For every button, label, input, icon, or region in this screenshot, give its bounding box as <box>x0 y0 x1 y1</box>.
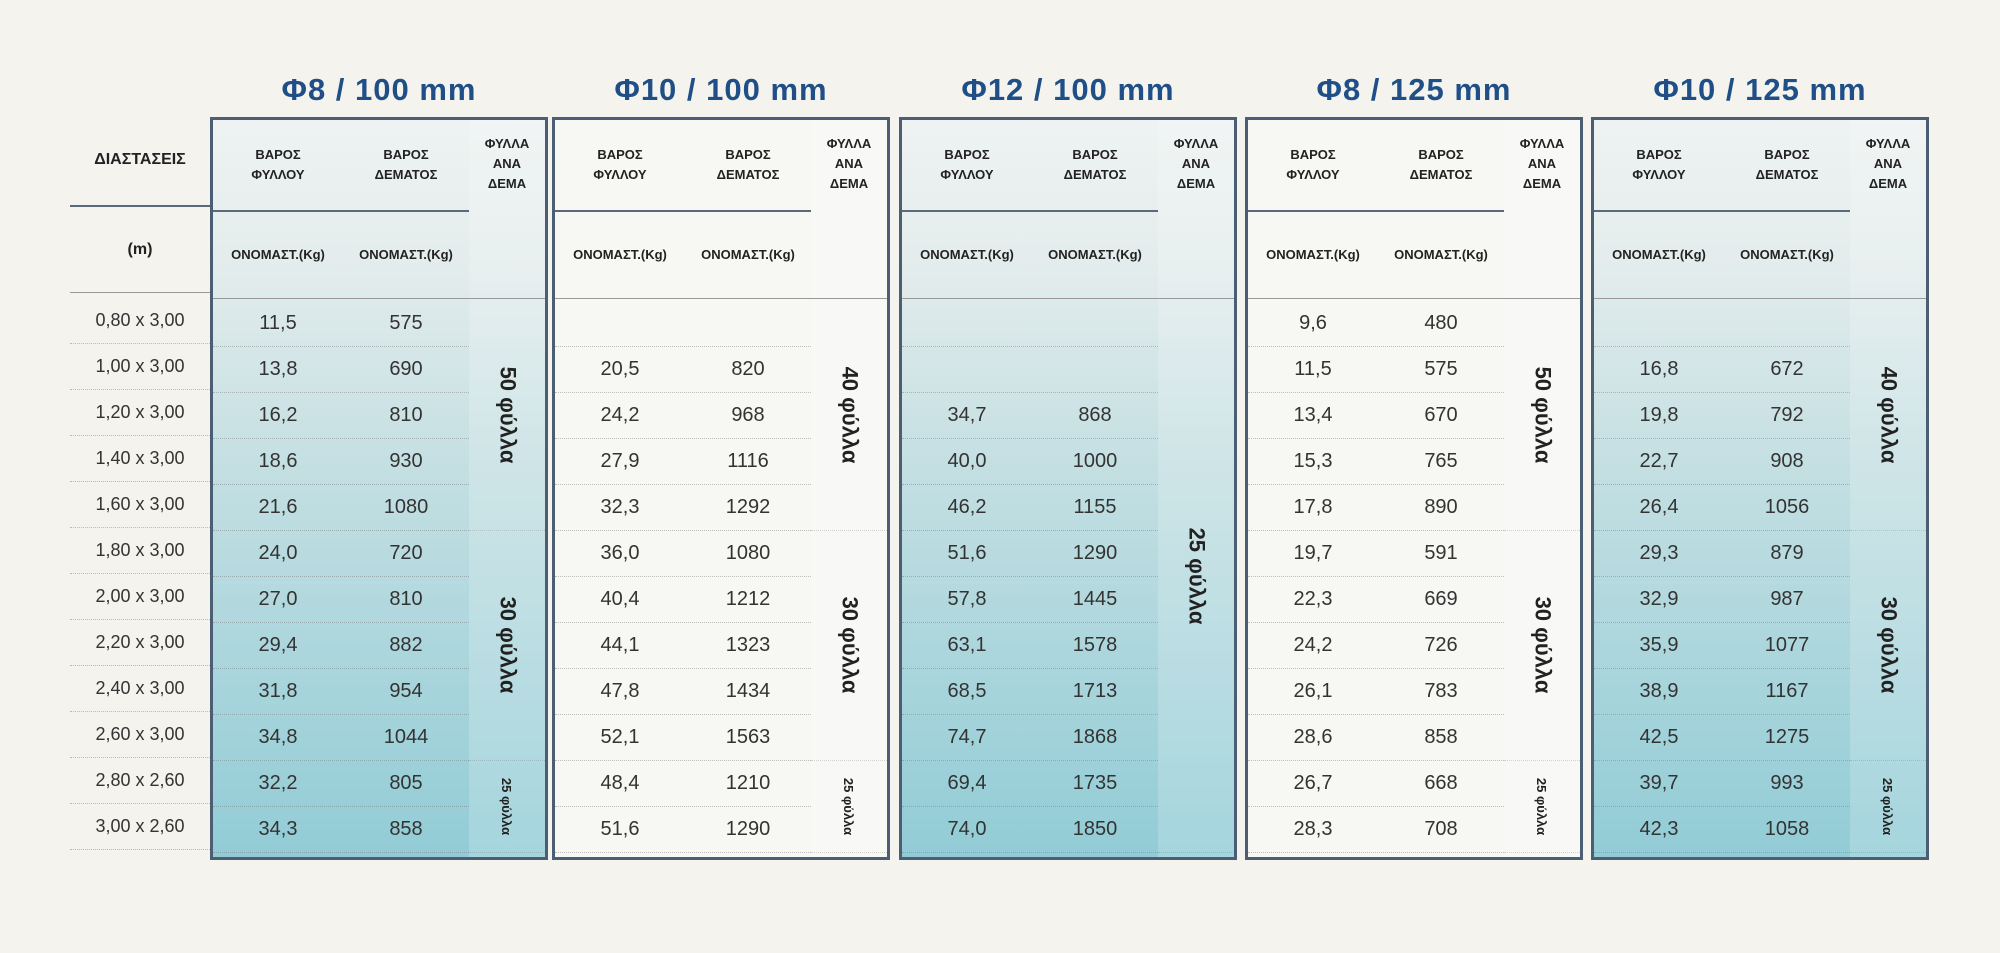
sheets-per-bundle-group <box>1158 300 1234 853</box>
sheet-weight-value: 74,7 <box>947 725 987 748</box>
sheet-weight-value: 51,6 <box>600 817 640 840</box>
kg-label: (Kg) <box>298 246 325 262</box>
sheet-weight-value: 42,5 <box>1639 725 1679 748</box>
dimension-cell: 1,60 x 3,00 <box>70 481 210 528</box>
table-row <box>1248 622 1504 669</box>
subheader-divider <box>555 298 887 299</box>
sheet-weight-header <box>555 120 685 210</box>
bundle-weight-value: 820 <box>731 357 765 380</box>
sheet-weight-value: 48,4 <box>600 771 640 794</box>
sheet-weight-value: 22,3 <box>1293 587 1333 610</box>
dimension-cell: 2,60 x 3,00 <box>70 711 210 758</box>
bundle-weight-value: 1445 <box>1072 587 1118 610</box>
sheets-per-bundle-header <box>1158 120 1234 300</box>
sheet-weight-value: 35,9 <box>1639 633 1679 656</box>
bundle-weight-value: 726 <box>1424 633 1458 656</box>
sheets-per-bundle-value: 30 φύλλα <box>837 596 863 694</box>
sheets-per-bundle-group <box>1850 530 1926 761</box>
table-row <box>902 622 1158 669</box>
nominal-unit-header <box>1724 212 1850 297</box>
nominal-label: ΟΝΟΜΑΣΤ. <box>573 246 641 262</box>
sheet-weight-value: 52,1 <box>600 725 640 748</box>
sheets-per-bundle-value: 30 φύλλα <box>495 596 521 694</box>
sheet-weight-value: 26,4 <box>1639 495 1679 518</box>
sheet-weight-value: 29,4 <box>258 633 298 656</box>
bundle-weight-value: 810 <box>389 587 423 610</box>
sheets-per-bundle-group <box>811 530 887 761</box>
table-row <box>213 346 469 393</box>
dimension-cell: 1,00 x 3,00 <box>70 343 210 390</box>
sheet-weight-value: 34,8 <box>258 725 298 748</box>
table-row <box>1248 760 1504 807</box>
bundle-weight-value: 954 <box>389 679 423 702</box>
bundle-weight-value: 1290 <box>725 817 771 840</box>
table-row <box>213 438 469 485</box>
kg-label: (Kg) <box>1807 246 1834 262</box>
table-row <box>902 576 1158 623</box>
sheet-weight-value: 47,8 <box>600 679 640 702</box>
bundle-weight-value: 1155 <box>1073 495 1117 518</box>
sheets-per-bundle-value: 30 φύλλα <box>1530 596 1556 694</box>
table-row <box>213 300 469 347</box>
sheet-weight-value: 34,7 <box>947 403 987 426</box>
table-row <box>213 622 469 669</box>
dimension-cell: 2,40 x 3,00 <box>70 665 210 712</box>
bundle-weight-value: 1116 <box>727 449 769 472</box>
table-row <box>555 576 811 623</box>
spec-block <box>552 117 890 860</box>
table-row <box>1248 438 1504 485</box>
sheets-per-bundle-value: 30 φύλλα <box>1876 596 1902 694</box>
sheets-per-bundle-label: ΦΥΛΛΑ ΑΝΑ ΔΕΜΑ <box>1173 136 1219 191</box>
bundle-weight-value: 765 <box>1424 449 1458 472</box>
sheet-weight-value: 63,1 <box>947 633 987 656</box>
bundle-weight-value: 708 <box>1424 817 1458 840</box>
sheets-per-bundle-group <box>469 530 545 761</box>
bundle-weight-value: 669 <box>1424 587 1458 610</box>
kg-label: (Kg) <box>426 246 453 262</box>
sheets-per-bundle-value: 50 φύλλα <box>495 366 521 464</box>
sheet-weight-value: 51,6 <box>947 541 987 564</box>
sheet-weight-value: 17,8 <box>1293 495 1333 518</box>
sheet-weight-value: 44,1 <box>600 633 640 656</box>
sheet-weight-value: 28,3 <box>1293 817 1333 840</box>
bundle-weight-value: 575 <box>389 311 423 334</box>
bundle-weight-value: 1058 <box>1764 817 1810 840</box>
bundle-weight-value: 1434 <box>725 679 771 702</box>
kg-label: (Kg) <box>1333 246 1360 262</box>
spec-block <box>1591 117 1929 860</box>
bundle-weight-value: 480 <box>1424 311 1458 334</box>
nominal-unit-header <box>1032 212 1158 297</box>
sheet-weight-value: 57,8 <box>947 587 987 610</box>
nominal-unit-header <box>555 212 685 297</box>
sheets-per-bundle-group <box>1850 760 1926 853</box>
table-row <box>213 668 469 715</box>
dimension-cell: 2,80 x 2,60 <box>70 757 210 804</box>
table-row <box>555 806 811 853</box>
sheet-weight-value: 32,9 <box>1639 587 1679 610</box>
bundle-weight-value: 930 <box>389 449 423 472</box>
table-row <box>555 346 811 393</box>
sheet-weight-value: 34,3 <box>258 817 298 840</box>
sheet-weight-value: 32,2 <box>258 771 298 794</box>
table-row <box>1594 346 1850 393</box>
sheet-weight-value <box>555 300 685 346</box>
sheet-weight-value: 40,4 <box>600 587 640 610</box>
sheet-weight-header <box>1248 120 1378 210</box>
sheet-weight-value: 74,0 <box>947 817 987 840</box>
sheets-per-bundle-label: ΦΥΛΛΑ ΑΝΑ ΔΕΜΑ <box>1519 136 1565 191</box>
sheet-weight-value: 24,2 <box>1293 633 1333 656</box>
table-row <box>902 530 1158 577</box>
table-row <box>1594 392 1850 439</box>
dimension-cell: 2,20 x 3,00 <box>70 619 210 666</box>
block-title: Φ10 / 125 mm <box>1653 72 1867 107</box>
block-title: Φ10 / 100 mm <box>614 72 828 107</box>
bundle-weight-value: 668 <box>1424 771 1458 794</box>
bundle-weight-value: 591 <box>1424 541 1458 564</box>
sheets-per-bundle-header <box>811 120 887 300</box>
sheet-weight-value: 18,6 <box>258 449 298 472</box>
subheader-divider <box>902 298 1234 299</box>
table-row <box>1594 760 1850 807</box>
sheets-per-bundle-group <box>1504 530 1580 761</box>
bundle-weight-value: 720 <box>389 541 423 564</box>
table-row <box>555 530 811 577</box>
nominal-unit-header <box>1378 212 1504 297</box>
bundle-weight-value: 805 <box>389 771 423 794</box>
table-row <box>1248 530 1504 577</box>
sheets-per-bundle-group <box>1850 300 1926 531</box>
sheet-weight-label: ΒΑΡΟΣ ΦΥΛΛΟΥ <box>251 147 305 182</box>
table-row <box>1594 806 1850 853</box>
sheet-weight-value: 31,8 <box>258 679 298 702</box>
bundle-weight-value: 1080 <box>383 495 429 518</box>
table-row <box>213 760 469 807</box>
bundle-weight-value: 1077 <box>1764 633 1810 656</box>
nominal-unit-header <box>1248 212 1378 297</box>
nominal-label: ΟΝΟΜΑΣΤ. <box>231 246 299 262</box>
sheets-per-bundle-header <box>1504 120 1580 300</box>
kg-label: (Kg) <box>987 246 1014 262</box>
sheet-weight-value: 21,6 <box>258 495 298 518</box>
table-row <box>555 714 811 761</box>
bundle-weight-value <box>1724 300 1850 346</box>
table-row <box>902 438 1158 485</box>
nominal-label: ΟΝΟΜΑΣΤ. <box>1394 246 1462 262</box>
table-row <box>1594 300 1850 347</box>
nominal-label: ΟΝΟΜΑΣΤ. <box>1740 246 1808 262</box>
sheet-weight-value: 13,8 <box>258 357 298 380</box>
sheet-weight-header <box>902 120 1032 210</box>
bundle-weight-value: 1290 <box>1072 541 1118 564</box>
sheets-per-bundle-value: 40 φύλλα <box>1876 366 1902 464</box>
bundle-weight-value <box>1032 346 1158 392</box>
sheet-weight-label: ΒΑΡΟΣ ΦΥΛΛΟΥ <box>1286 147 1340 182</box>
sheet-weight-value: 11,5 <box>259 311 297 334</box>
table-row <box>902 760 1158 807</box>
spec-block <box>899 117 1237 860</box>
sheets-per-bundle-group <box>811 300 887 531</box>
sheets-per-bundle-label: ΦΥΛΛΑ ΑΝΑ ΔΕΜΑ <box>826 136 872 191</box>
kg-label: (Kg) <box>640 246 667 262</box>
sheet-weight-value: 40,0 <box>947 449 987 472</box>
bundle-weight-label: ΒΑΡΟΣ ΔΕΜΑΤΟΣ <box>374 147 438 182</box>
bundle-weight-value: 1275 <box>1764 725 1810 748</box>
sheet-weight-value: 27,9 <box>600 449 640 472</box>
table-row <box>1594 668 1850 715</box>
nominal-label: ΟΝΟΜΑΣΤ. <box>359 246 427 262</box>
table-row <box>1594 438 1850 485</box>
sheet-weight-value: 46,2 <box>947 495 987 518</box>
bundle-weight-value: 810 <box>389 403 423 426</box>
sheets-per-bundle-value: 25 φύλλα <box>1880 777 1896 835</box>
table-row <box>1248 668 1504 715</box>
bundle-weight-value: 858 <box>389 817 423 840</box>
bundle-weight-value: 1056 <box>1764 495 1810 518</box>
bundle-weight-header <box>343 120 469 210</box>
sheet-weight-value: 16,8 <box>1639 357 1679 380</box>
bundle-weight-value: 879 <box>1770 541 1804 564</box>
subheader-divider <box>1594 298 1926 299</box>
dimension-cell: 3,00 x 2,60 <box>70 803 210 850</box>
table-row <box>213 806 469 853</box>
sheet-weight-value: 9,6 <box>1299 311 1327 334</box>
nominal-label: ΟΝΟΜΑΣΤ. <box>1048 246 1116 262</box>
sheets-per-bundle-header <box>1850 120 1926 300</box>
dimension-cell: 0,80 x 3,00 <box>70 297 210 344</box>
bundle-weight-label: ΒΑΡΟΣ ΔΕΜΑΤΟΣ <box>1063 147 1127 182</box>
sheet-weight-label: ΒΑΡΟΣ ΦΥΛΛΟΥ <box>593 147 647 182</box>
table-row <box>902 668 1158 715</box>
sheet-weight-value: 42,3 <box>1639 817 1679 840</box>
table-row <box>1248 392 1504 439</box>
bundle-weight-value: 783 <box>1424 679 1458 702</box>
nominal-unit-header <box>1594 212 1724 297</box>
table-row <box>1594 484 1850 531</box>
bundle-weight-value: 792 <box>1770 403 1804 426</box>
nominal-label: ΟΝΟΜΑΣΤ. <box>1612 246 1680 262</box>
nominal-unit-header <box>343 212 469 297</box>
nominal-unit-header <box>902 212 1032 297</box>
table-row <box>1248 576 1504 623</box>
sheets-per-bundle-group <box>811 760 887 853</box>
bundle-weight-header <box>1378 120 1504 210</box>
kg-label: (Kg) <box>768 246 795 262</box>
sheet-weight-value: 68,5 <box>947 679 987 702</box>
kg-label: (Kg) <box>1461 246 1488 262</box>
bundle-weight-value: 1563 <box>725 725 771 748</box>
block-title: Φ8 / 125 mm <box>1316 72 1512 107</box>
bundle-weight-header <box>685 120 811 210</box>
table-row <box>902 392 1158 439</box>
sheets-per-bundle-group <box>1504 300 1580 531</box>
bundle-weight-value: 1735 <box>1072 771 1118 794</box>
sheet-weight-value <box>902 346 1032 392</box>
sheets-per-bundle-value: 40 φύλλα <box>837 366 863 464</box>
sheet-weight-value: 69,4 <box>947 771 987 794</box>
kg-label: (Kg) <box>1115 246 1142 262</box>
dimension-cell: 2,00 x 3,00 <box>70 573 210 620</box>
table-row <box>902 714 1158 761</box>
table-row <box>902 806 1158 853</box>
sheets-per-bundle-label: ΦΥΛΛΑ ΑΝΑ ΔΕΜΑ <box>484 136 530 191</box>
table-row <box>1248 300 1504 347</box>
sheet-weight-value <box>902 300 1032 346</box>
block-title: Φ8 / 100 mm <box>281 72 477 107</box>
sheet-weight-value <box>1594 300 1724 346</box>
sheet-weight-label: ΒΑΡΟΣ ΦΥΛΛΟΥ <box>1632 147 1686 182</box>
table-row <box>213 484 469 531</box>
bundle-weight-value: 908 <box>1770 449 1804 472</box>
table-row <box>1594 622 1850 669</box>
bundle-weight-value: 670 <box>1424 403 1458 426</box>
sheets-per-bundle-group <box>469 300 545 531</box>
sheets-per-bundle-label: ΦΥΛΛΑ ΑΝΑ ΔΕΜΑ <box>1865 136 1911 191</box>
dimension-cell: 1,20 x 3,00 <box>70 389 210 436</box>
table-row <box>213 530 469 577</box>
table-row <box>213 576 469 623</box>
bundle-weight-value: 987 <box>1770 587 1804 610</box>
sheet-weight-value: 22,7 <box>1639 449 1679 472</box>
table-row <box>555 668 811 715</box>
bundle-weight-value: 968 <box>731 403 765 426</box>
sheet-weight-value: 29,3 <box>1639 541 1679 564</box>
subheader-divider <box>1248 298 1580 299</box>
table-row <box>555 300 811 347</box>
spec-block <box>210 117 548 860</box>
bundle-weight-label: ΒΑΡΟΣ ΔΕΜΑΤΟΣ <box>716 147 780 182</box>
sheet-weight-value: 15,3 <box>1293 449 1333 472</box>
sheet-weight-value: 28,6 <box>1293 725 1333 748</box>
bundle-weight-value: 890 <box>1424 495 1458 518</box>
bundle-weight-value: 575 <box>1424 357 1458 380</box>
dimensions-unit: (m) <box>70 207 210 293</box>
sheet-weight-header <box>1594 120 1724 210</box>
spec-block <box>1245 117 1583 860</box>
bundle-weight-value: 882 <box>389 633 423 656</box>
bundle-weight-value: 672 <box>1770 357 1804 380</box>
sheets-per-bundle-group <box>469 760 545 853</box>
sheets-per-bundle-value: 25 φύλλα <box>499 777 515 835</box>
nominal-unit-header <box>213 212 343 297</box>
sheet-weight-value: 38,9 <box>1639 679 1679 702</box>
bundle-weight-value: 993 <box>1770 771 1804 794</box>
dimensions-header: ΔΙΑΣΤΑΣΕΙΣ <box>70 115 210 207</box>
table-row <box>1594 576 1850 623</box>
bundle-weight-value: 868 <box>1078 403 1112 426</box>
nominal-label: ΟΝΟΜΑΣΤ. <box>701 246 769 262</box>
sheet-weight-value: 39,7 <box>1639 771 1679 794</box>
bundle-weight-header <box>1724 120 1850 210</box>
table-row <box>555 622 811 669</box>
bundle-weight-value: 1850 <box>1072 817 1118 840</box>
sheet-weight-value: 19,8 <box>1639 403 1679 426</box>
sheet-weight-value: 36,0 <box>600 541 640 564</box>
sheet-weight-value: 24,2 <box>600 403 640 426</box>
bundle-weight-value <box>685 300 811 346</box>
nominal-unit-header <box>685 212 811 297</box>
table-row <box>213 392 469 439</box>
sheet-weight-value: 20,5 <box>600 357 640 380</box>
table-row <box>1248 346 1504 393</box>
sheets-per-bundle-value: 25 φύλλα <box>841 777 857 835</box>
dimension-cell: 1,40 x 3,00 <box>70 435 210 482</box>
table-row <box>1594 714 1850 761</box>
sheet-weight-value: 27,0 <box>258 587 298 610</box>
bundle-weight-value: 1578 <box>1072 633 1118 656</box>
bundle-weight-header <box>1032 120 1158 210</box>
bundle-weight-value: 1292 <box>725 495 771 518</box>
sheets-per-bundle-value: 25 φύλλα <box>1184 527 1210 625</box>
sheet-weight-value: 16,2 <box>258 403 298 426</box>
table-row <box>902 300 1158 347</box>
table-row <box>555 484 811 531</box>
nominal-label: ΟΝΟΜΑΣΤ. <box>1266 246 1334 262</box>
bundle-weight-value: 690 <box>389 357 423 380</box>
table-row <box>555 392 811 439</box>
bundle-weight-value: 1323 <box>725 633 771 656</box>
bundle-weight-value: 1212 <box>725 587 771 610</box>
sheet-weight-value: 19,7 <box>1293 541 1333 564</box>
table-row <box>555 438 811 485</box>
table-row <box>1248 484 1504 531</box>
bundle-weight-value: 1868 <box>1072 725 1118 748</box>
sheets-per-bundle-group <box>1504 760 1580 853</box>
sheet-weight-value: 32,3 <box>600 495 640 518</box>
kg-label: (Kg) <box>1679 246 1706 262</box>
bundle-weight-value: 1210 <box>725 771 771 794</box>
sheet-weight-value: 13,4 <box>1293 403 1333 426</box>
table-row <box>902 484 1158 531</box>
bundle-weight-value: 858 <box>1424 725 1458 748</box>
table-row <box>1248 714 1504 761</box>
sheets-per-bundle-header <box>469 120 545 300</box>
bundle-weight-value: 1713 <box>1072 679 1118 702</box>
table-row <box>213 714 469 761</box>
table-row <box>1248 806 1504 853</box>
dimension-cell: 1,80 x 3,00 <box>70 527 210 574</box>
bundle-weight-label: ΒΑΡΟΣ ΔΕΜΑΤΟΣ <box>1755 147 1819 182</box>
sheet-weight-label: ΒΑΡΟΣ ΦΥΛΛΟΥ <box>940 147 994 182</box>
bundle-weight-value: 1000 <box>1072 449 1118 472</box>
bundle-weight-value: 1167 <box>1765 679 1809 702</box>
nominal-label: ΟΝΟΜΑΣΤ. <box>920 246 988 262</box>
bundle-weight-value <box>1032 300 1158 346</box>
sheets-per-bundle-value: 50 φύλλα <box>1530 366 1556 464</box>
table-row <box>1594 530 1850 577</box>
block-title: Φ12 / 100 mm <box>961 72 1175 107</box>
sheet-weight-value: 26,7 <box>1293 771 1333 794</box>
bundle-weight-value: 1044 <box>383 725 429 748</box>
sheet-weight-value: 11,5 <box>1294 357 1332 380</box>
bundle-weight-label: ΒΑΡΟΣ ΔΕΜΑΤΟΣ <box>1409 147 1473 182</box>
sheet-weight-value: 26,1 <box>1293 679 1333 702</box>
sheet-weight-header <box>213 120 343 210</box>
table-row <box>902 346 1158 393</box>
sheet-weight-value: 24,0 <box>258 541 298 564</box>
sheets-per-bundle-value: 25 φύλλα <box>1534 777 1550 835</box>
subheader-divider <box>213 298 545 299</box>
table-row <box>555 760 811 807</box>
bundle-weight-value: 1080 <box>725 541 771 564</box>
